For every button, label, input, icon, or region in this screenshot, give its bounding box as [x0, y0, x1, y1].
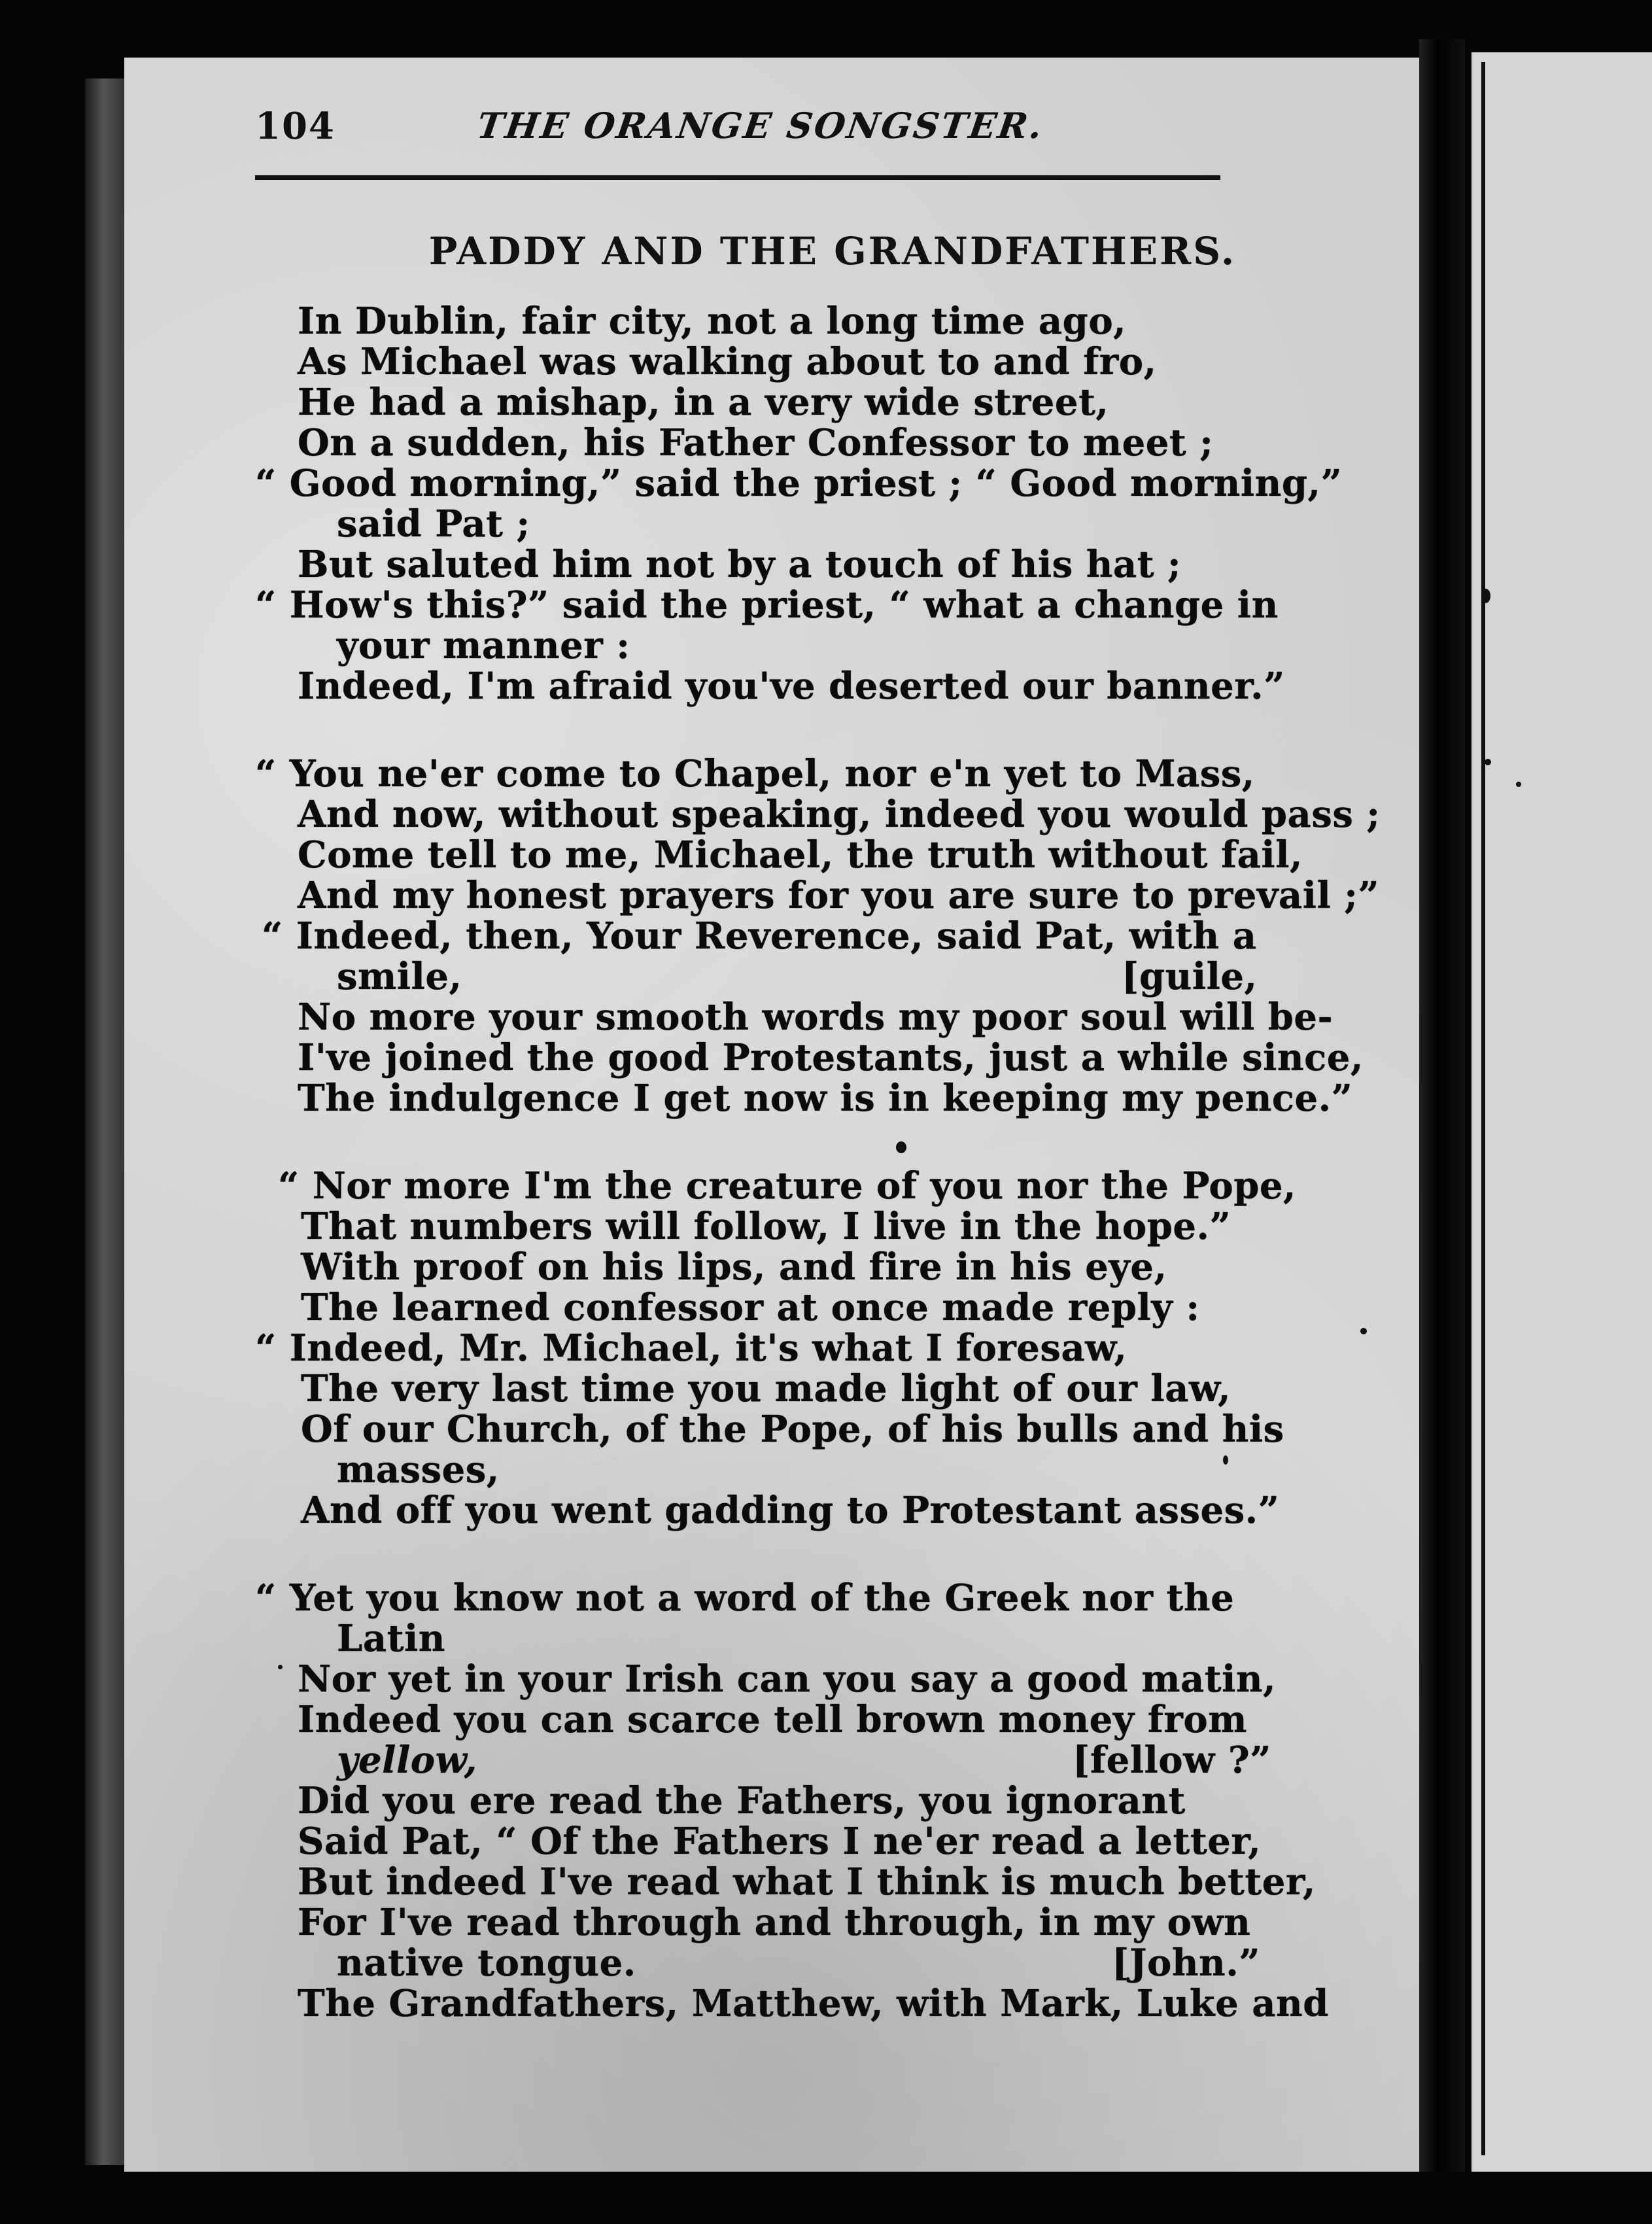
- poem-line: [fellow ?”: [1073, 1739, 1271, 1782]
- poem-line: But saluted him not by a touch of his hat ;: [298, 543, 1182, 586]
- poem-line: Indeed, I'm afraid you've deserted our banner.”: [298, 665, 1285, 708]
- poem-line: masses,: [337, 1448, 500, 1491]
- poem-line: The Grandfathers, Matthew, with Mark, Luke and: [298, 1982, 1329, 2025]
- poem-line: And my honest prayers for you are sure to prevail ;”: [298, 874, 1380, 917]
- poem-line: The learned confessor at once made reply :: [301, 1286, 1200, 1329]
- running-title: THE ORANGE SONGSTER.: [474, 105, 1047, 147]
- poem-line: The very last time you made light of our law,: [301, 1367, 1231, 1410]
- header-rule: [255, 175, 1220, 180]
- scan-speck: [896, 1141, 906, 1153]
- page-number: 104: [255, 105, 336, 148]
- poem-line: “ Indeed, then, Your Reverence, said Pat, with a: [262, 914, 1257, 958]
- poem-line: “ You ne'er come to Chapel, nor e'n yet to Mass,: [255, 752, 1255, 795]
- poem-line: “ Yet you know not a word of the Greek nor the: [255, 1576, 1235, 1620]
- poem-line: For I've read through and through, in my own: [298, 1901, 1251, 1944]
- poem-line: And off you went gadding to Protestant asses.”: [301, 1489, 1280, 1532]
- poem-line: “ Good morning,” said the priest ; “ Good morning,”: [255, 462, 1343, 505]
- poem-line: And now, without speaking, indeed you would pass ;: [298, 793, 1381, 836]
- poem-line: The indulgence I get now is in keeping my pence.”: [298, 1077, 1353, 1120]
- scan-speck: [278, 1665, 283, 1669]
- poem-line: Of our Church, of the Pope, of his bulls and his: [301, 1408, 1284, 1451]
- poem-line: your manner :: [337, 624, 630, 667]
- poem-line: Nor yet in your Irish can you say a good matin,: [298, 1658, 1277, 1701]
- poem-line: smile,: [337, 955, 462, 998]
- poem-line: I've joined the good Protestants, just a while since,: [298, 1036, 1364, 1079]
- poem-line: With proof on his lips, and fire in his eye,: [301, 1245, 1167, 1289]
- poem-line: No more your smooth words my poor soul will be-: [298, 996, 1334, 1039]
- poem-line: Did you ere read the Fathers, you ignorant: [298, 1779, 1186, 1822]
- poem-line: “ How's this?” said the priest, “ what a change in: [255, 583, 1279, 627]
- scan-speck: [1360, 1328, 1367, 1334]
- facing-page-rule: [1481, 62, 1485, 2155]
- poem-line: He had a mishap, in a very wide street,: [298, 381, 1109, 424]
- poem-line: On a sudden, his Father Confessor to meet ;: [298, 421, 1214, 464]
- poem-line: In Dublin, fair city, not a long time ago,: [298, 300, 1127, 343]
- poem-line: “ Indeed, Mr. Michael, it's what I foresaw,: [255, 1327, 1127, 1370]
- poem-line: said Pat ;: [337, 502, 530, 546]
- poem-title: PADDY AND THE GRANDFATHERS.: [428, 229, 1237, 273]
- poem-title-wrap: [0, 229, 1652, 273]
- poem-line: yellow,: [337, 1739, 477, 1782]
- running-header: [255, 98, 1236, 157]
- poem-line: Indeed you can scarce tell brown money from: [298, 1698, 1247, 1741]
- poem-line: [guile,: [1122, 955, 1258, 998]
- facing-page: [1471, 52, 1652, 2172]
- poem-line: native tongue.: [337, 1941, 636, 1985]
- scan-speck: [1481, 589, 1490, 603]
- scan-speck: [1223, 1455, 1228, 1465]
- scan-speck: [1516, 782, 1521, 787]
- poem-line: Said Pat, “ Of the Fathers I ne'er read a letter,: [298, 1820, 1262, 1863]
- poem-line: Latin: [337, 1617, 446, 1660]
- poem-line: As Michael was walking about to and fro,: [298, 340, 1157, 383]
- poem-line: Come tell to me, Michael, the truth without fail,: [298, 833, 1303, 877]
- poem-line: But indeed I've read what I think is much better,: [298, 1860, 1316, 1903]
- poem-line: “ Nor more I'm the creature of you nor the Pope,: [278, 1164, 1297, 1208]
- scan-speck: [1485, 759, 1491, 765]
- poem-line: [John.”: [1112, 1941, 1260, 1985]
- book-gutter: [1419, 39, 1465, 2172]
- poem-line: That numbers will follow, I live in the hope.”: [301, 1205, 1231, 1248]
